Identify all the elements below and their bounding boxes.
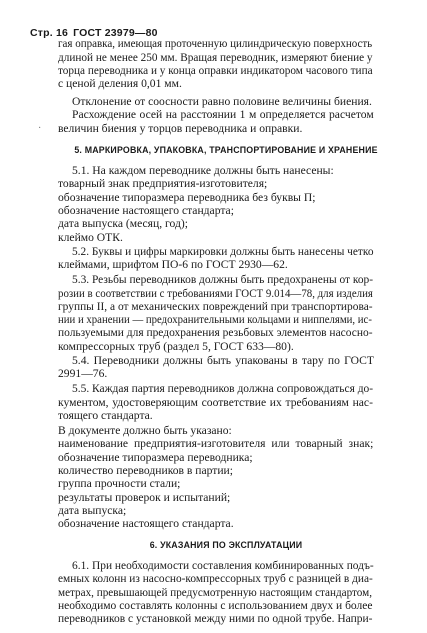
text-line-33: дата выпуска; (58, 504, 127, 517)
text-line-04: с ценой деления 0,01 мм. (58, 77, 182, 90)
text-line-06: Расхождение осей на расстоянии 1 м определяется расчетом (72, 108, 374, 121)
text-line-22: 5.4. Переводники должны быть упакованы в тару по ГОСТ (72, 354, 374, 367)
scan-speck: · (38, 123, 42, 134)
text-line-29: обозначение типоразмера переводника; (58, 451, 253, 464)
text-line-19: нии и хранении — предохранительными кольцами и ниппелями, ис- (58, 313, 372, 326)
text-line-05: Отклонение от соосности равно половине величины биения. (72, 95, 372, 108)
text-line-17: розии в соответствии с требованиями ГОСТ 9.014—78, для изделия (58, 287, 373, 300)
text-line-31: группа прочности стали; (58, 477, 181, 490)
text-line-34: обозначение настоящего стандарта. (58, 517, 234, 530)
text-line-26: тоящего стандарта. (58, 409, 153, 422)
text-line-24: 5.5. Каждая партия переводников должна сопровождаться до- (72, 382, 374, 395)
text-line-18: группы II, а от механических повреждений при транспортирова- (58, 300, 373, 313)
text-line-14: 5.2. Буквы и цифры маркировки должны быть нанесены четко (72, 245, 374, 258)
text-line-15: клеймами, шрифтом ПО-6 по ГОСТ 2930—62. (58, 258, 288, 271)
text-line-27: В документе должно быть указано: (58, 424, 232, 437)
text-line-02: длиной не менее 250 мм. Вращая переводник, измеряют биение у (58, 51, 373, 64)
text-line-38: необходимо составлять колонны с использованием двух и более (58, 599, 373, 612)
standard-number: ГОСТ 23979—80 (73, 27, 158, 39)
text-line-09: товарный знак предприятия-изготовителя; (58, 177, 268, 190)
text-line-08: 5.1. На каждом переводнике должны быть нанесены: (72, 164, 334, 177)
text-line-21: компрессорных труб (раздел 5, ГОСТ 633—80). (58, 340, 294, 353)
text-line-28: наименование предприятия-изготовителя или товарный знак; (58, 437, 374, 450)
section-heading-6: 6. УКАЗАНИЯ ПО ЭКСПЛУАТАЦИИ (149, 540, 303, 550)
text-line-07: величин биения у торцов переводника и оправки. (58, 122, 303, 135)
section-heading-5: 5. МАРКИРОВКА, УПАКОВКА, ТРАНСПОРТИРОВАНИЕ И ХРАНЕНИЕ (74, 145, 378, 155)
text-line-30: количество переводников в партии; (58, 464, 233, 477)
text-line-35: 6.1. При необходимости составления комбинированных подъ- (72, 559, 374, 572)
text-line-20: пользуемыми для предохранения резьбовых элементов насосно- (58, 326, 373, 339)
text-line-13: клеймо ОТК. (58, 231, 123, 244)
text-line-12: дата выпуска (месяц, год); (58, 217, 188, 230)
text-line-32: результаты проверок и испытаний; (58, 491, 231, 504)
text-line-01: гая оправка, имеющая проточенную цилиндрическую поверхность (58, 37, 373, 50)
text-line-36: емных колонн из насосно-компрессорных труб с разницей в диа- (58, 572, 373, 585)
page-number: Стр. 16 (30, 27, 69, 39)
text-line-10: обозначение типоразмера переводника без буквы П; (58, 191, 316, 204)
text-line-23: 2991—76. (58, 367, 108, 380)
text-line-37: метрах, превышающей предусмотренную настоящим стандартом, (58, 586, 373, 599)
text-line-25: кументом, удостоверяющим соответствие их требованиям нас- (58, 396, 373, 409)
text-line-03: торца переводника и у конца оправки индикатором часового типа (58, 64, 373, 77)
text-line-11: обозначение настоящего стандарта; (58, 204, 234, 217)
text-line-39: переводников с установкой между ними по одной трубе. Напри- (58, 612, 373, 625)
text-line-16: 5.3. Резьбы переводников должны быть предохранены от кор- (72, 273, 374, 286)
